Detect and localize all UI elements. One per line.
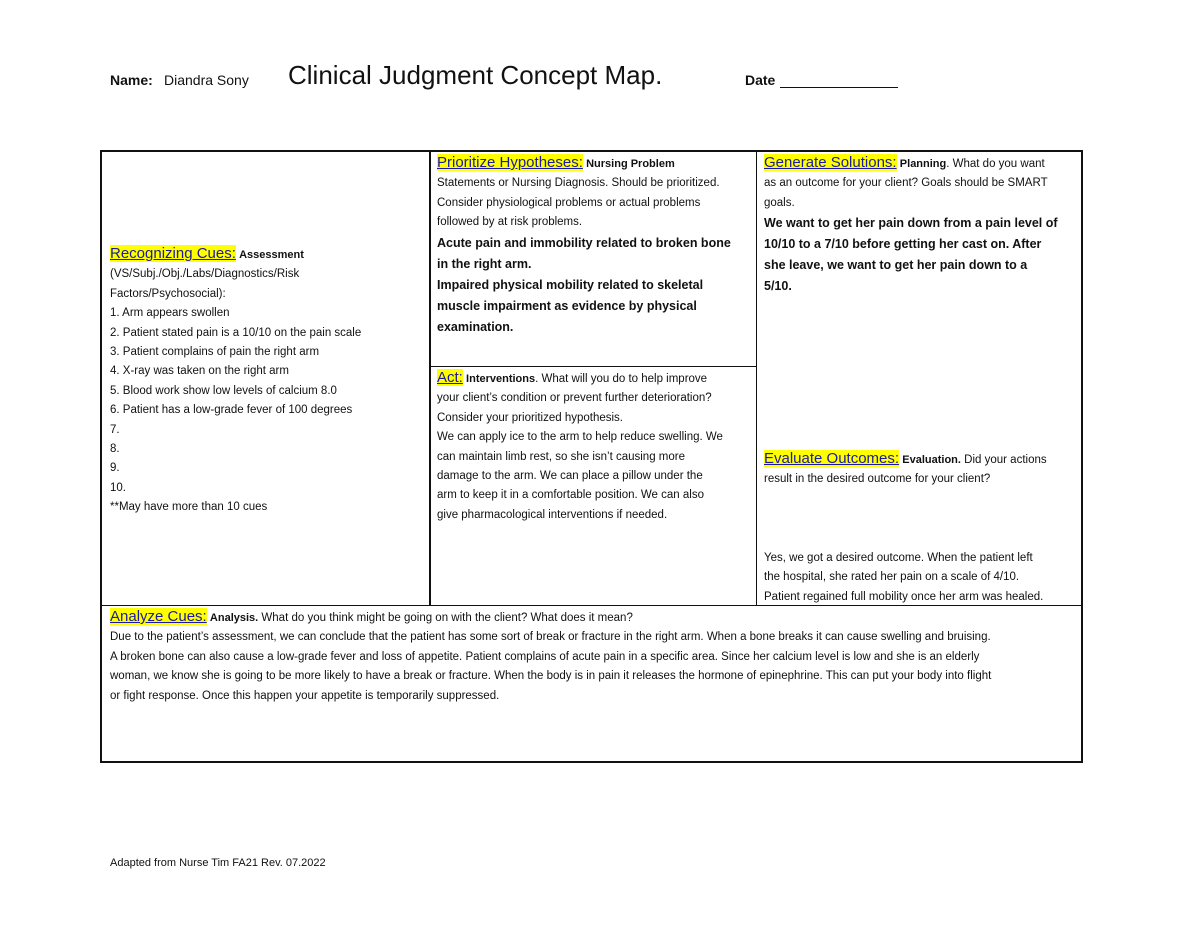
answer-line: muscle impairment as evidence by physical [437,298,697,313]
cue-line: 7. [110,423,120,436]
evaluate-outcomes-answer [764,549,1079,607]
answer-line: We can apply ice to the arm to help reduce swelling. We [437,431,723,444]
name-value: Diandra Sony [164,72,249,88]
prompt-line: your client’s condition or prevent further deterioration? [437,392,712,405]
act-section [437,368,752,525]
answer-line: Patient regained full mobility once her arm was healed. [764,590,1044,603]
prompt-line: goals. [764,196,795,209]
prompt-line: as an outcome for your client? Goals should be SMART [764,177,1048,190]
prioritize-hypotheses-subheading: Nursing Problem [586,158,675,170]
cue-line: 10. [110,481,126,494]
answer-line: Due to the patient’s assessment, we can conclude that the patient has some sort of break or fracture in the right arm. When a bone breaks it can cause swelling and bruising. [110,631,991,644]
answer-line: Yes, we got a desired outcome. When the patient left [764,552,1033,564]
answer-line: damage to the arm. We can place a pillow under the [437,470,703,483]
answer-line: in the right arm. [437,256,532,271]
recognizing-cues-heading: Recognizing Cues: [110,245,236,262]
prompt-line: result in the desired outcome for your client? [764,473,991,486]
cue-line: **May have more than 10 cues [110,501,268,514]
cue-line: 1. Arm appears swollen [110,307,230,320]
date-label: Date [745,72,776,88]
generate-solutions-heading: Generate Solutions: [764,154,897,171]
cue-line: 2. Patient stated pain is a 10/10 on the pain scale [110,326,362,339]
answer-line: A broken bone can also cause a low-grade fever and loss of appetite. Patient complains of acute pain in a specific area. Since her calcium level is low and she is an elderly [110,650,980,663]
cue-line: 9. [110,462,120,475]
generate-solutions-section [764,153,1079,297]
answer-line: Impaired physical mobility related to skeletal [437,277,704,292]
cue-line: 8. [110,443,120,456]
cue-line: (VS/Subj./Obj./Labs/Diagnostics/Risk [110,268,300,281]
prioritize-hypotheses-section [437,153,752,338]
answer-line: 10/10 to a 7/10 before getting her cast on. After [764,237,1042,252]
analyze-cues-heading: Analyze Cues: [110,608,207,625]
answer-line: arm to keep it in a comfortable position. We can also [437,489,704,502]
answer-line: can maintain limb rest, so she isn’t causing more [437,450,685,463]
cue-line: 4. X-ray was taken on the right arm [110,365,289,378]
answer-line: Acute pain and immobility related to broken bone [437,235,731,250]
concept-map-grid [100,150,1083,763]
act-heading: Act: [437,369,463,386]
recognizing-cues-subheading: Assessment [239,249,304,261]
analyze-cues-section [110,607,1080,706]
page-title: Clinical Judgment Concept Map. [288,60,663,90]
act-subheading: Interventions [466,373,536,385]
name-label: Name: [110,72,153,88]
cue-line: 6. Patient has a low-grade fever of 100 degrees [110,404,353,417]
divider-horizontal-middle [429,366,756,367]
recognizing-cues-section [110,244,425,518]
prompt-line: Did your actions [960,454,1047,466]
answer-line: she leave, we want to get her pain down to a [764,258,1028,273]
prompt-line: . What do you want [946,158,1045,170]
evaluate-outcomes-heading: Evaluate Outcomes: [764,450,900,467]
prompt-line: Consider your prioritized hypothesis. [437,411,624,424]
answer-line: or fight response. Once this happen your appetite is temporarily suppressed. [110,689,500,702]
generate-solutions-subheading: Planning [899,158,947,170]
answer-line: We want to get her pain down from a pain level of [764,216,1058,231]
cue-line: 5. Blood work show low levels of calcium 8.0 [110,384,337,397]
prompt-line: . What will you do to help improve [535,373,708,385]
evaluate-outcomes-subheading: Evaluation. [902,454,961,466]
cue-line: 3. Patient complains of pain the right arm [110,346,320,359]
document-header [110,58,1010,98]
prompt-line: What do you think might be going on with the client? What does it mean? [258,612,633,624]
answer-line: the hospital, she rated her pain on a scale of 4/10. [764,571,1020,584]
prompt-line: Consider physiological problems or actual problems [437,196,701,209]
prompt-line: followed by at risk problems. [437,216,583,229]
answer-line: 5/10. [764,279,792,294]
answer-line: give pharmacological interventions if needed. [437,508,668,521]
date-blank-line [780,87,898,88]
evaluate-outcomes-section [764,449,1079,490]
divider-vertical-2 [756,152,757,605]
analyze-cues-subheading: Analysis. [209,612,259,624]
cue-line: Factors/Psychosocial): [110,287,226,300]
footer-credit: Adapted from Nurse Tim FA21 Rev. 07.2022 [110,857,326,869]
answer-line: examination. [437,319,514,334]
prioritize-hypotheses-heading: Prioritize Hypotheses: [437,154,583,171]
divider-vertical-1 [429,152,431,605]
prompt-line: Statements or Nursing Diagnosis. Should be prioritized. [437,177,720,190]
answer-line: woman, we know she is going to be more likely to have a break or fracture. When the body is in pain it releases the hormone of epinephrine. This can put your body into flight [110,670,992,683]
